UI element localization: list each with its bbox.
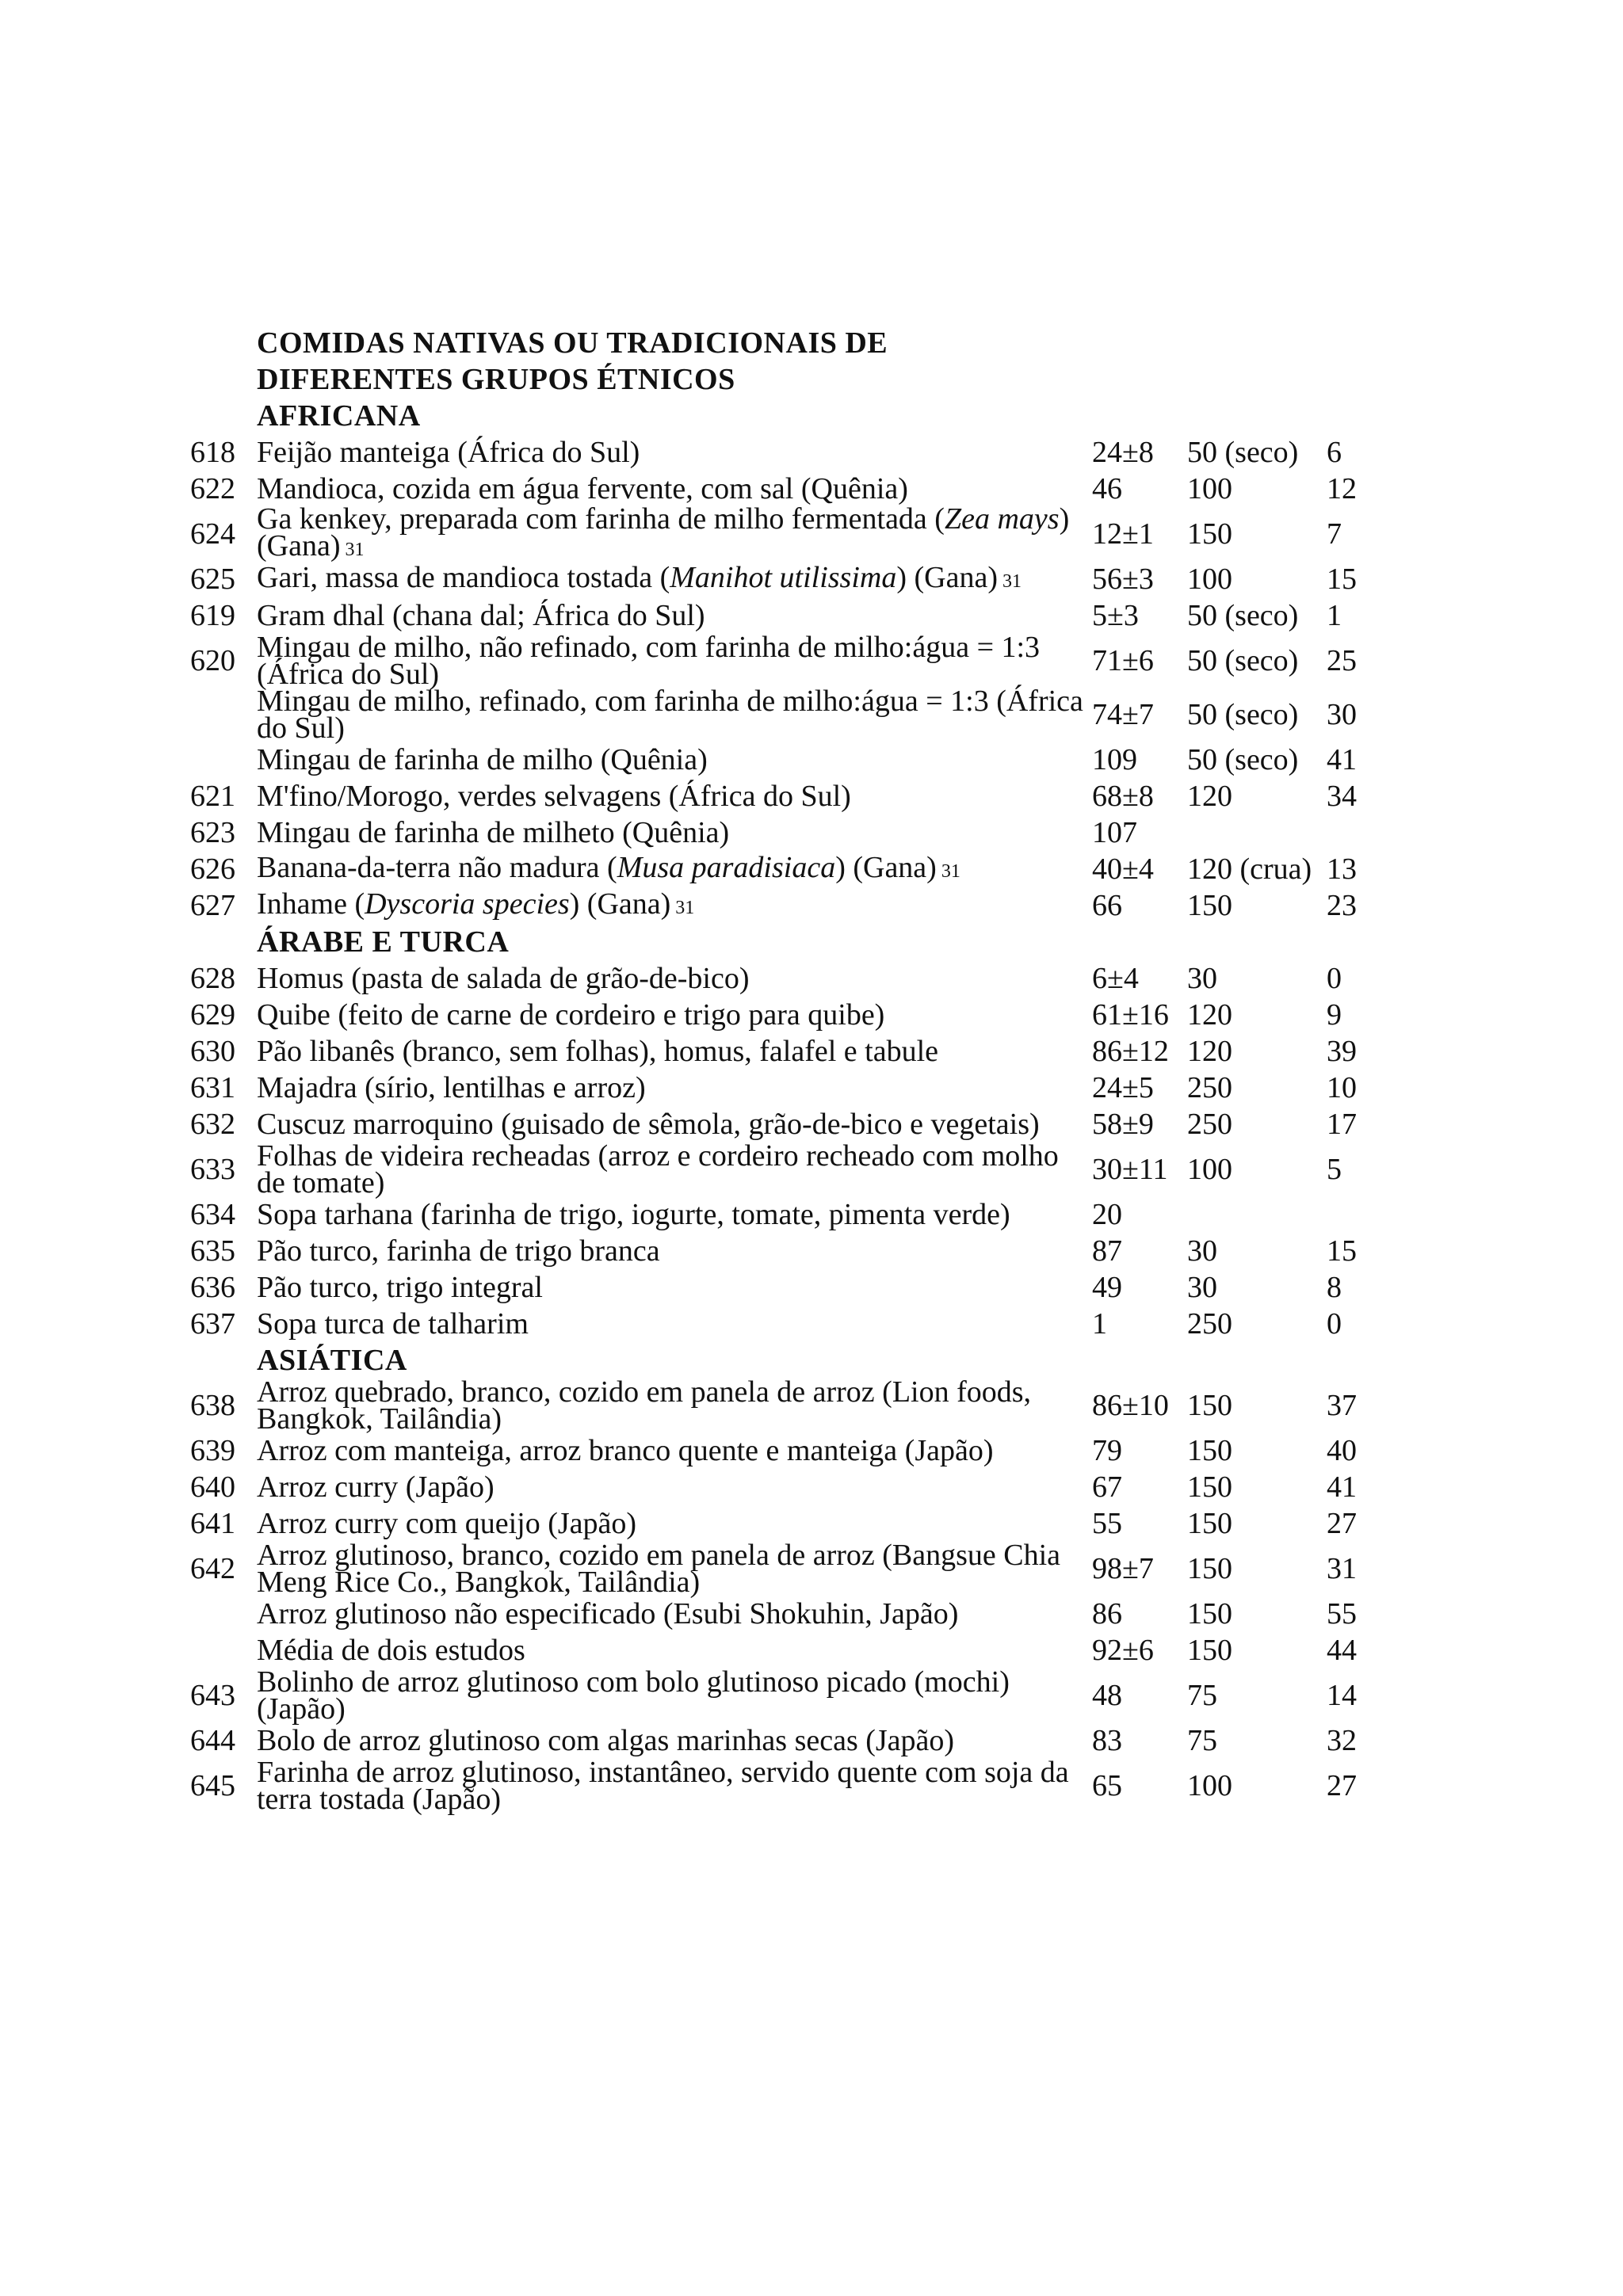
glycemic-index-value: 58±9 xyxy=(1092,1108,1154,1141)
serving-size-value: 100 xyxy=(1187,1153,1232,1186)
description-text: ) (Gana) xyxy=(835,850,937,884)
glycemic-index-value: 86±10 xyxy=(1092,1389,1169,1422)
food-description xyxy=(257,962,1092,995)
serving-size-value: 150 xyxy=(1187,1634,1232,1667)
description-text: Pão turco, farinha de trigo branca xyxy=(257,1234,660,1268)
table-row xyxy=(190,685,1379,745)
description-text: Mingau de milho, refinado, com farinha de milho:água = 1:3 (África do Sul) xyxy=(257,685,1083,745)
food-description xyxy=(257,1234,1092,1268)
description-text: Mingau de farinha de milheto (Quênia) xyxy=(257,816,730,849)
table-row xyxy=(190,742,1379,778)
food-description xyxy=(257,1634,1092,1667)
serving-size-value: 150 xyxy=(1187,1597,1232,1630)
serving-size-value: 30 xyxy=(1187,1271,1217,1304)
table-body xyxy=(190,398,1379,1816)
food-number: 634 xyxy=(190,1198,235,1231)
food-description xyxy=(257,1756,1092,1816)
carbohydrate-value: 37 xyxy=(1327,1389,1357,1422)
food-description xyxy=(257,1307,1092,1341)
glycemic-index-value: 92±6 xyxy=(1092,1634,1154,1667)
table-row xyxy=(190,1469,1379,1505)
carbohydrate-value: 27 xyxy=(1327,1507,1357,1540)
carbohydrate-value: 25 xyxy=(1327,644,1357,677)
glycemic-index-value: 74±7 xyxy=(1092,698,1154,731)
food-number: 623 xyxy=(190,816,235,849)
description-text: Bolinho de arroz glutinoso com bolo glutinoso picado (mochi) (Japão) xyxy=(257,1665,1010,1726)
table-row xyxy=(190,561,1379,597)
description-text: Arroz glutinoso não especificado (Esubi Shokuhin, Japão) xyxy=(257,1597,959,1630)
food-description xyxy=(257,1724,1092,1757)
glycemic-index-value: 86 xyxy=(1092,1597,1122,1630)
scientific-name: Zea mays xyxy=(944,502,1060,536)
carbohydrate-value: 39 xyxy=(1327,1035,1357,1068)
glycemic-index-value: 67 xyxy=(1092,1470,1122,1504)
food-description xyxy=(257,1597,1092,1630)
serving-size-value: 120 xyxy=(1187,780,1232,813)
glycemic-index-value: 71±6 xyxy=(1092,644,1154,677)
table-row xyxy=(190,1596,1379,1632)
description-text: Quibe (feito de carne de cordeiro e trigo para quibe) xyxy=(257,998,885,1032)
table-row xyxy=(190,814,1379,851)
food-description xyxy=(257,1035,1092,1068)
serving-size-value: 150 xyxy=(1187,1434,1232,1467)
food-number: 624 xyxy=(190,517,235,551)
description-text: Arroz quebrado, branco, cozido em panela de arroz (Lion foods, Bangkok, Tailândia) xyxy=(257,1375,1032,1436)
glycemic-index-value: 20 xyxy=(1092,1198,1122,1231)
description-text: Gram dhal (chana dal; África do Sul) xyxy=(257,599,705,632)
table-row xyxy=(190,1722,1379,1759)
carbohydrate-value: 0 xyxy=(1327,962,1342,995)
description-text: Arroz com manteiga, arroz branco quente e manteiga (Japão) xyxy=(257,1434,994,1467)
serving-size-value: 30 xyxy=(1187,1234,1217,1268)
serving-size-value: 150 xyxy=(1187,1389,1232,1422)
carbohydrate-value: 10 xyxy=(1327,1071,1357,1104)
glycemic-index-value: 61±16 xyxy=(1092,998,1169,1032)
carbohydrate-value: 41 xyxy=(1327,743,1357,776)
serving-size-value: 30 xyxy=(1187,962,1217,995)
section-label: AFRICANA xyxy=(257,399,421,433)
glycemic-index-value: 24±5 xyxy=(1092,1071,1154,1104)
food-description xyxy=(257,780,1092,813)
title-line-1: COMIDAS NATIVAS OU TRADICIONAIS DE xyxy=(257,326,888,360)
food-description xyxy=(257,436,1092,469)
section-heading xyxy=(190,1342,1379,1379)
description-text: ) (Gana) xyxy=(896,560,998,594)
description-text: Farinha de arroz glutinoso, instantâneo, servido quente com soja da terra tostada (Japão) xyxy=(257,1756,1069,1816)
table-row xyxy=(190,960,1379,997)
food-description xyxy=(257,1539,1092,1599)
glycemic-index-value: 49 xyxy=(1092,1271,1122,1304)
table-row xyxy=(190,597,1379,634)
glycemic-index-value: 56±3 xyxy=(1092,563,1154,596)
food-number: 618 xyxy=(190,436,235,469)
food-number: 639 xyxy=(190,1434,235,1467)
glycemic-index-value: 24±8 xyxy=(1092,436,1154,469)
carbohydrate-value: 40 xyxy=(1327,1434,1357,1467)
description-text: Arroz glutinoso, branco, cozido em panela de arroz (Bangsue Chia Meng Rice Co., Bangkok, Tailândia) xyxy=(257,1539,1061,1599)
description-text: Sopa tarhana (farinha de trigo, iogurte, tomate, pimenta verde) xyxy=(257,1198,1010,1231)
food-number: 633 xyxy=(190,1153,235,1186)
table-row xyxy=(190,778,1379,814)
food-description xyxy=(257,1375,1092,1436)
table-row xyxy=(190,1306,1379,1342)
section-label: ASIÁTICA xyxy=(257,1344,407,1377)
description-text: Arroz curry (Japão) xyxy=(257,1470,495,1504)
carbohydrate-value: 9 xyxy=(1327,998,1342,1032)
table-row xyxy=(190,1269,1379,1306)
reference-number: 31 xyxy=(675,897,695,918)
food-number: 638 xyxy=(190,1389,235,1422)
food-number: 631 xyxy=(190,1071,235,1104)
food-description xyxy=(257,1665,1092,1726)
serving-size-value: 50 (seco) xyxy=(1187,743,1299,776)
description-text: Cuscuz marroquino (guisado de sêmola, grão-de-bico e vegetais) xyxy=(257,1108,1040,1141)
description-text: Folhas de videira recheadas (arroz e cordeiro recheado com molho de tomate) xyxy=(257,1139,1059,1199)
table-row xyxy=(190,887,1379,924)
carbohydrate-value: 23 xyxy=(1327,889,1357,922)
food-description xyxy=(257,1434,1092,1467)
serving-size-value: 250 xyxy=(1187,1108,1232,1141)
carbohydrate-value: 5 xyxy=(1327,1153,1342,1186)
food-description xyxy=(257,1071,1092,1104)
carbohydrate-value: 15 xyxy=(1327,563,1357,596)
serving-size-value: 120 (crua) xyxy=(1187,852,1312,886)
serving-size-value: 75 xyxy=(1187,1724,1217,1757)
food-description xyxy=(257,743,1092,776)
food-table xyxy=(190,325,1379,1816)
food-description xyxy=(257,472,1092,505)
glycemic-index-value: 109 xyxy=(1092,743,1137,776)
carbohydrate-value: 32 xyxy=(1327,1724,1357,1757)
table-row xyxy=(190,1070,1379,1106)
carbohydrate-value: 14 xyxy=(1327,1679,1357,1712)
glycemic-index-value: 83 xyxy=(1092,1724,1122,1757)
glycemic-index-value: 107 xyxy=(1092,816,1137,849)
food-description xyxy=(257,502,1092,563)
food-description xyxy=(257,599,1092,632)
glycemic-index-value: 66 xyxy=(1092,889,1122,922)
table-row xyxy=(190,1432,1379,1469)
food-number: 622 xyxy=(190,472,235,505)
food-number: 636 xyxy=(190,1271,235,1304)
scientific-name: Musa paradisiaca xyxy=(617,850,836,884)
description-text: Banana-da-terra não madura ( xyxy=(257,850,617,884)
reference-number: 31 xyxy=(345,539,365,560)
serving-size-value: 50 (seco) xyxy=(1187,599,1299,632)
table-row xyxy=(190,851,1379,887)
description-text: Majadra (sírio, lentilhas e arroz) xyxy=(257,1071,646,1104)
carbohydrate-value: 44 xyxy=(1327,1634,1357,1667)
carbohydrate-value: 41 xyxy=(1327,1470,1357,1504)
food-number: 627 xyxy=(190,889,235,922)
table-row xyxy=(190,434,1379,471)
reference-number: 31 xyxy=(1002,570,1022,592)
table-row xyxy=(190,1196,1379,1233)
food-number: 632 xyxy=(190,1108,235,1141)
carbohydrate-value: 55 xyxy=(1327,1597,1357,1630)
carbohydrate-value: 30 xyxy=(1327,698,1357,731)
serving-size-value: 100 xyxy=(1187,472,1232,505)
food-description xyxy=(257,1139,1092,1199)
section-heading xyxy=(190,924,1379,960)
serving-size-value: 150 xyxy=(1187,1470,1232,1504)
carbohydrate-value: 15 xyxy=(1327,1234,1357,1268)
food-number: 630 xyxy=(190,1035,235,1068)
table-row xyxy=(190,1375,1379,1436)
glycemic-index-value: 46 xyxy=(1092,472,1122,505)
serving-size-value: 250 xyxy=(1187,1071,1232,1104)
table-row xyxy=(190,997,1379,1033)
scientific-name: Dyscoria species xyxy=(365,887,570,921)
description-text: Pão libanês (branco, sem folhas), homus, falafel e tabule xyxy=(257,1035,938,1068)
description-text: Mandioca, cozida em água fervente, com sal (Quênia) xyxy=(257,472,908,505)
section-label: ÁRABE E TURCA xyxy=(257,925,510,959)
food-description xyxy=(257,887,1092,921)
description-text: ) (Gana) xyxy=(257,502,1070,563)
description-text: Gari, massa de mandioca tostada ( xyxy=(257,560,670,594)
table-row xyxy=(190,1756,1379,1816)
food-number: 619 xyxy=(190,599,235,632)
food-number: 635 xyxy=(190,1234,235,1268)
food-number: 642 xyxy=(190,1552,235,1585)
table-row xyxy=(190,1665,1379,1726)
food-description xyxy=(257,998,1092,1032)
food-description xyxy=(257,1470,1092,1504)
carbohydrate-value: 12 xyxy=(1327,472,1357,505)
food-number: 640 xyxy=(190,1470,235,1504)
description-text: Mingau de farinha de milho (Quênia) xyxy=(257,743,708,776)
food-number: 645 xyxy=(190,1769,235,1802)
description-text: Arroz curry com queijo (Japão) xyxy=(257,1507,637,1540)
table-row xyxy=(190,1139,1379,1199)
serving-size-value: 150 xyxy=(1187,889,1232,922)
serving-size-value: 50 (seco) xyxy=(1187,698,1299,731)
serving-size-value: 120 xyxy=(1187,1035,1232,1068)
table-row xyxy=(190,1632,1379,1669)
description-text: Média de dois estudos xyxy=(257,1634,525,1667)
glycemic-index-value: 30±11 xyxy=(1092,1153,1168,1186)
description-text: Bolo de arroz glutinoso com algas marinhas secas (Japão) xyxy=(257,1724,955,1757)
carbohydrate-value: 17 xyxy=(1327,1108,1357,1141)
table-row xyxy=(190,502,1379,563)
glycemic-index-value: 40±4 xyxy=(1092,852,1154,886)
food-description xyxy=(257,1198,1092,1231)
description-text: Inhame ( xyxy=(257,887,365,921)
glycemic-index-value: 48 xyxy=(1092,1679,1122,1712)
food-number: 643 xyxy=(190,1679,235,1712)
food-description xyxy=(257,850,1092,885)
description-text: Mingau de milho, não refinado, com farinha de milho:água = 1:3 (África do Sul) xyxy=(257,631,1041,691)
serving-size-value: 75 xyxy=(1187,1679,1217,1712)
description-text: Homus (pasta de salada de grão-de-bico) xyxy=(257,962,750,995)
glycemic-index-value: 12±1 xyxy=(1092,517,1154,551)
table-row xyxy=(190,1033,1379,1070)
glycemic-index-value: 68±8 xyxy=(1092,780,1154,813)
description-text: M'fino/Morogo, verdes selvagens (África do Sul) xyxy=(257,780,851,813)
scientific-name: Manihot utilissima xyxy=(670,560,897,594)
food-description xyxy=(257,1271,1092,1304)
glycemic-index-value: 1 xyxy=(1092,1307,1107,1341)
section-heading xyxy=(190,398,1379,434)
glycemic-index-value: 86±12 xyxy=(1092,1035,1169,1068)
glycemic-index-value: 55 xyxy=(1092,1507,1122,1540)
carbohydrate-value: 8 xyxy=(1327,1271,1342,1304)
serving-size-value: 150 xyxy=(1187,1552,1232,1585)
food-number: 637 xyxy=(190,1307,235,1341)
food-description xyxy=(257,1108,1092,1141)
food-number: 629 xyxy=(190,998,235,1032)
glycemic-index-value: 87 xyxy=(1092,1234,1122,1268)
carbohydrate-value: 31 xyxy=(1327,1552,1357,1585)
food-description xyxy=(257,631,1092,691)
glycemic-index-value: 65 xyxy=(1092,1769,1122,1802)
food-number: 625 xyxy=(190,563,235,596)
serving-size-value: 250 xyxy=(1187,1307,1232,1341)
document-title-line-2 xyxy=(190,361,1379,398)
glycemic-index-value: 98±7 xyxy=(1092,1552,1154,1585)
document-title-line-1 xyxy=(190,325,1379,361)
serving-size-value: 100 xyxy=(1187,563,1232,596)
table-row xyxy=(190,1233,1379,1269)
description-text: ) (Gana) xyxy=(569,887,671,921)
carbohydrate-value: 13 xyxy=(1327,852,1357,886)
description-text: Ga kenkey, preparada com farinha de milho fermentada ( xyxy=(257,502,945,536)
carbohydrate-value: 27 xyxy=(1327,1769,1357,1802)
carbohydrate-value: 34 xyxy=(1327,780,1357,813)
carbohydrate-value: 1 xyxy=(1327,599,1342,632)
food-number: 621 xyxy=(190,780,235,813)
food-description xyxy=(257,560,1092,595)
glycemic-index-value: 5±3 xyxy=(1092,599,1139,632)
carbohydrate-value: 7 xyxy=(1327,517,1342,551)
serving-size-value: 50 (seco) xyxy=(1187,436,1299,469)
description-text: Feijão manteiga (África do Sul) xyxy=(257,436,640,469)
table-row xyxy=(190,1539,1379,1599)
reference-number: 31 xyxy=(941,860,960,882)
table-row xyxy=(190,1106,1379,1142)
food-number: 626 xyxy=(190,852,235,886)
serving-size-value: 120 xyxy=(1187,998,1232,1032)
carbohydrate-value: 0 xyxy=(1327,1307,1342,1341)
food-description xyxy=(257,685,1092,745)
description-text: Sopa turca de talharim xyxy=(257,1307,529,1341)
serving-size-value: 50 (seco) xyxy=(1187,644,1299,677)
table-row xyxy=(190,631,1379,691)
serving-size-value: 150 xyxy=(1187,1507,1232,1540)
food-description xyxy=(257,816,1092,849)
food-number: 644 xyxy=(190,1724,235,1757)
serving-size-value: 100 xyxy=(1187,1769,1232,1802)
food-description xyxy=(257,1507,1092,1540)
title-line-2: DIFERENTES GRUPOS ÉTNICOS xyxy=(257,363,735,396)
food-number: 641 xyxy=(190,1507,235,1540)
glycemic-index-value: 79 xyxy=(1092,1434,1122,1467)
serving-size-value: 150 xyxy=(1187,517,1232,551)
description-text: Pão turco, trigo integral xyxy=(257,1271,543,1304)
food-number: 620 xyxy=(190,644,235,677)
table-row xyxy=(190,1505,1379,1542)
carbohydrate-value: 6 xyxy=(1327,436,1342,469)
glycemic-index-value: 6±4 xyxy=(1092,962,1139,995)
food-number: 628 xyxy=(190,962,235,995)
